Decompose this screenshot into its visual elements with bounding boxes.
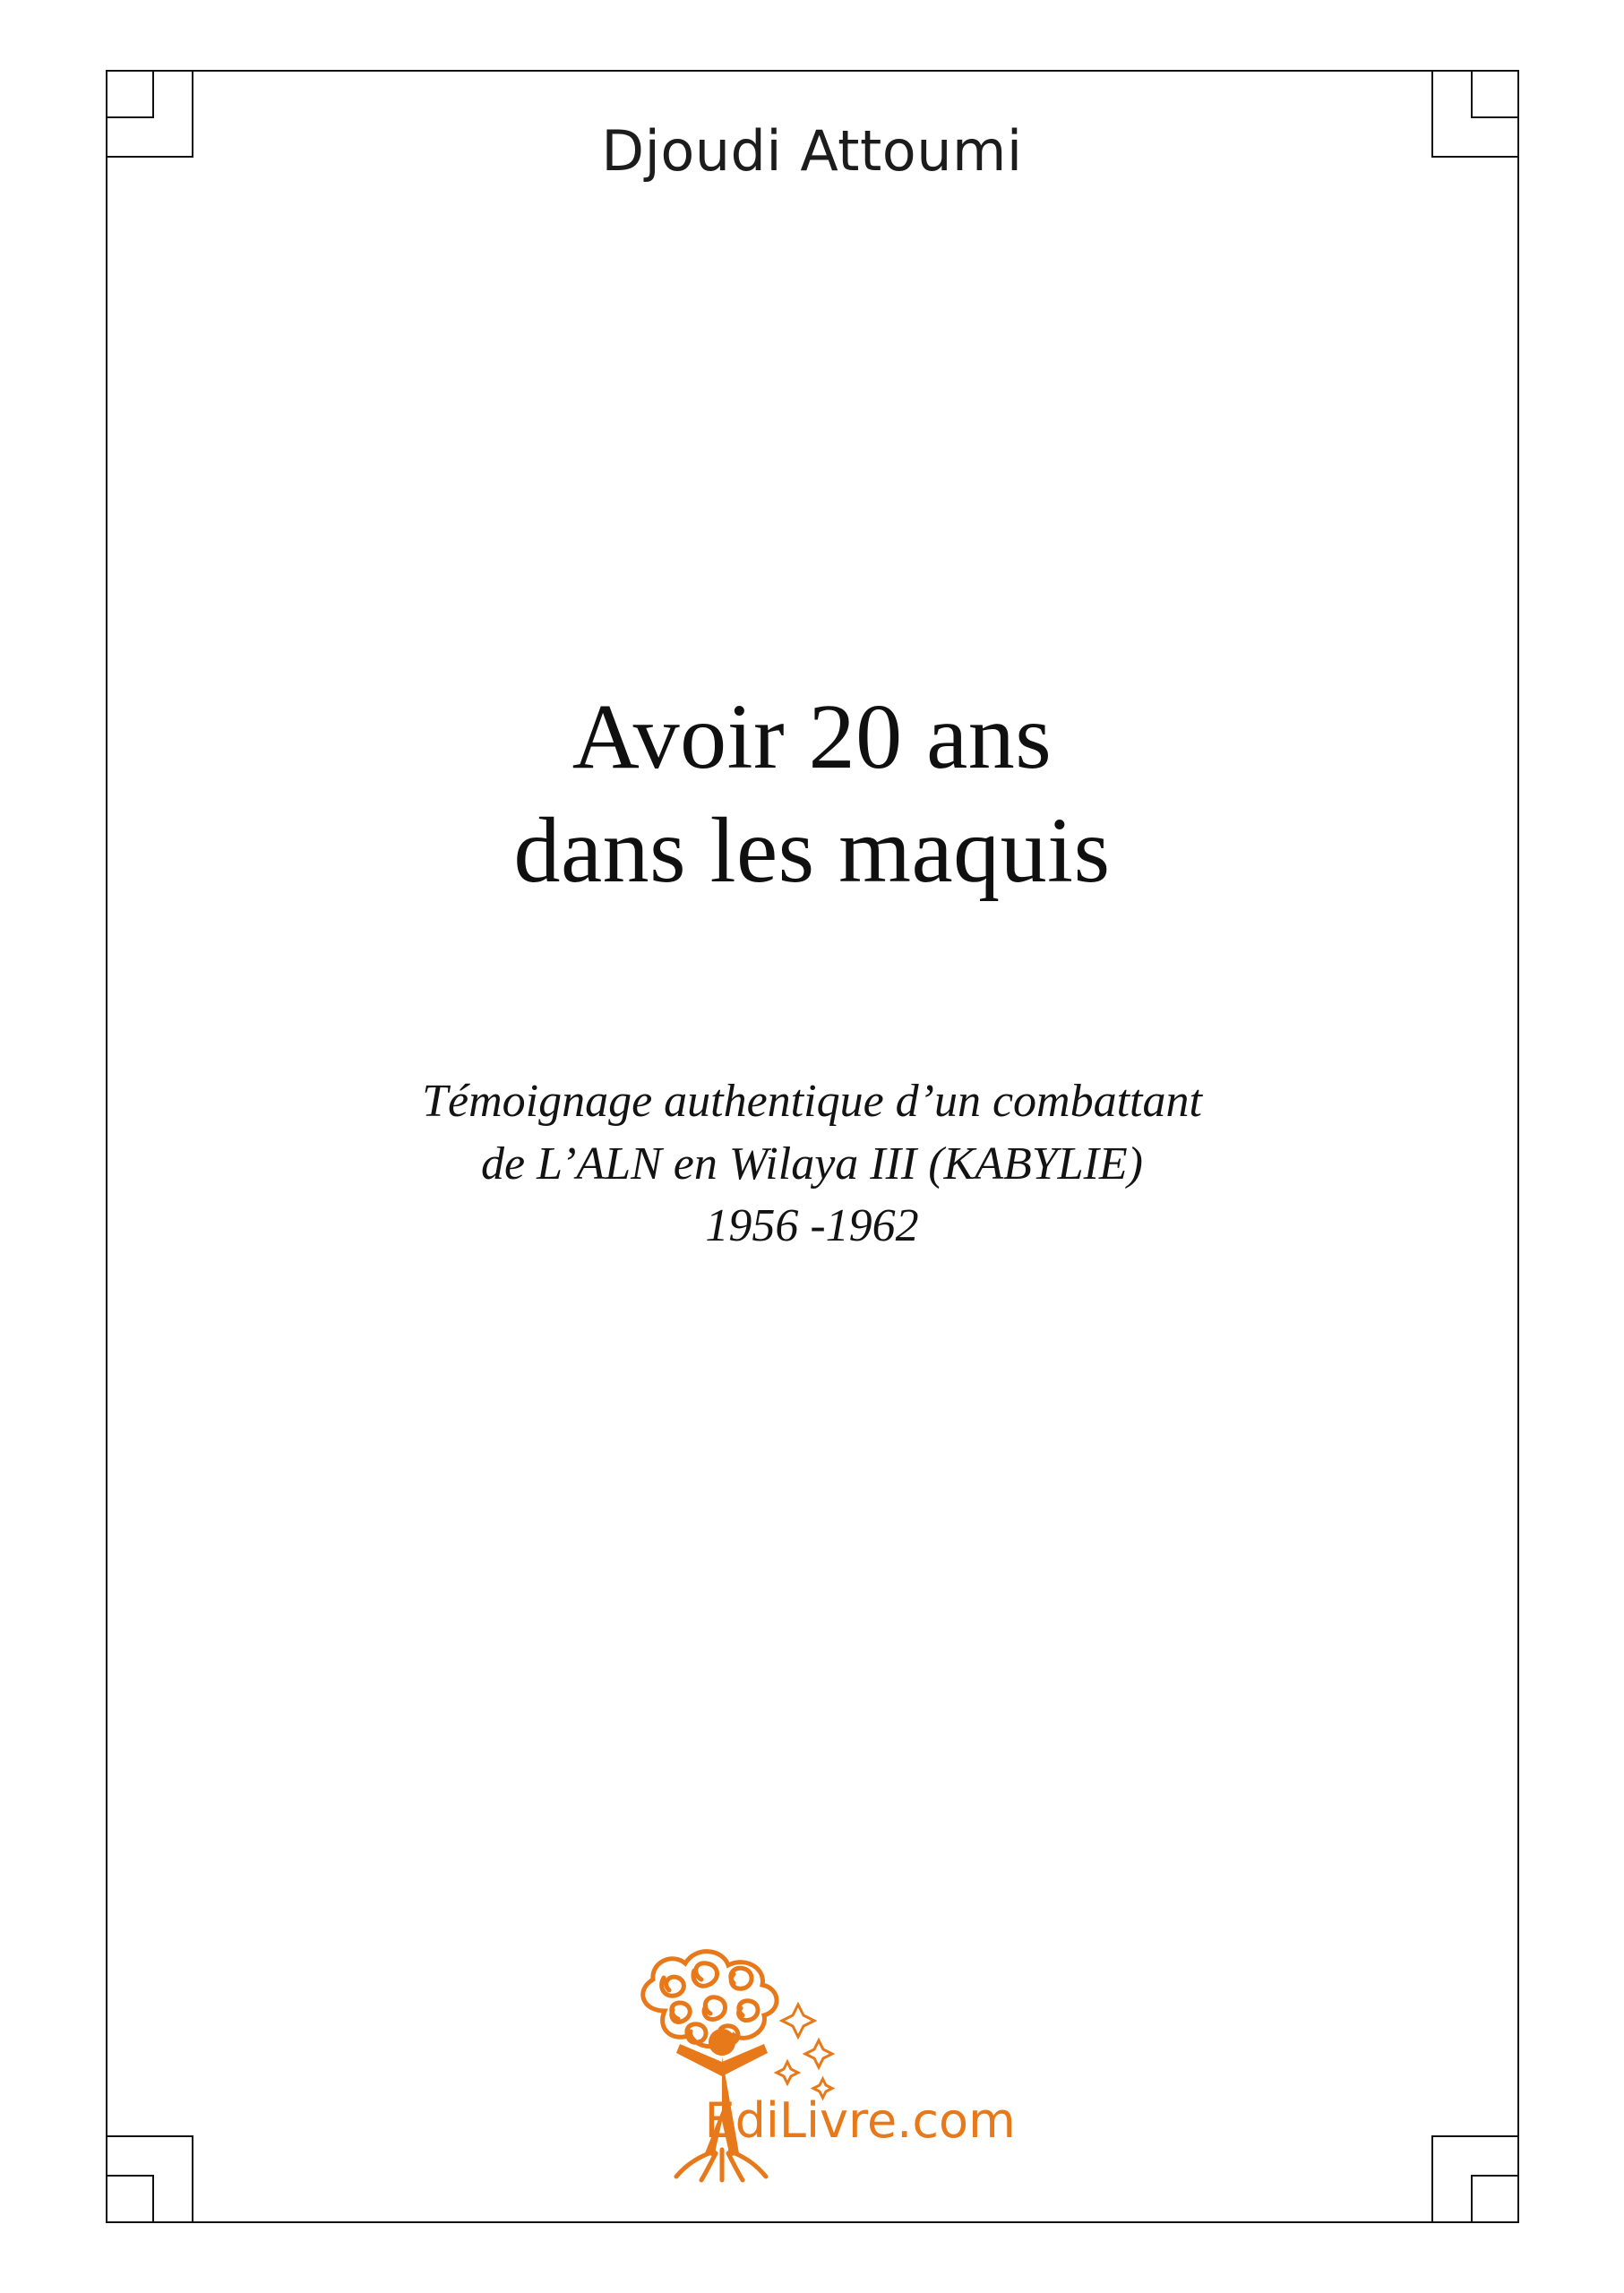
- book-title: [0, 681, 1624, 908]
- publisher-wordmark: [705, 2092, 1016, 2149]
- publisher-name: EdiLivre.com: [704, 2092, 1016, 2149]
- corner-square-icon: [1471, 70, 1519, 118]
- publisher-logo: [0, 1921, 1624, 2190]
- corner-square-icon: [106, 70, 154, 118]
- title-line-2: dans les maquis: [513, 798, 1111, 902]
- subtitle-line-2: de L’ALN en Wilaya III (KABYLIE): [481, 1138, 1143, 1189]
- title-line-1: Avoir 20 ans: [571, 685, 1053, 788]
- author-name: Djoudi Attoumi: [601, 118, 1023, 184]
- subtitle-line-3: 1956 -1962: [705, 1200, 919, 1252]
- book-subtitle: [0, 1070, 1624, 1258]
- subtitle-line-1: Témoignage authentique d’un combattant: [422, 1076, 1202, 1127]
